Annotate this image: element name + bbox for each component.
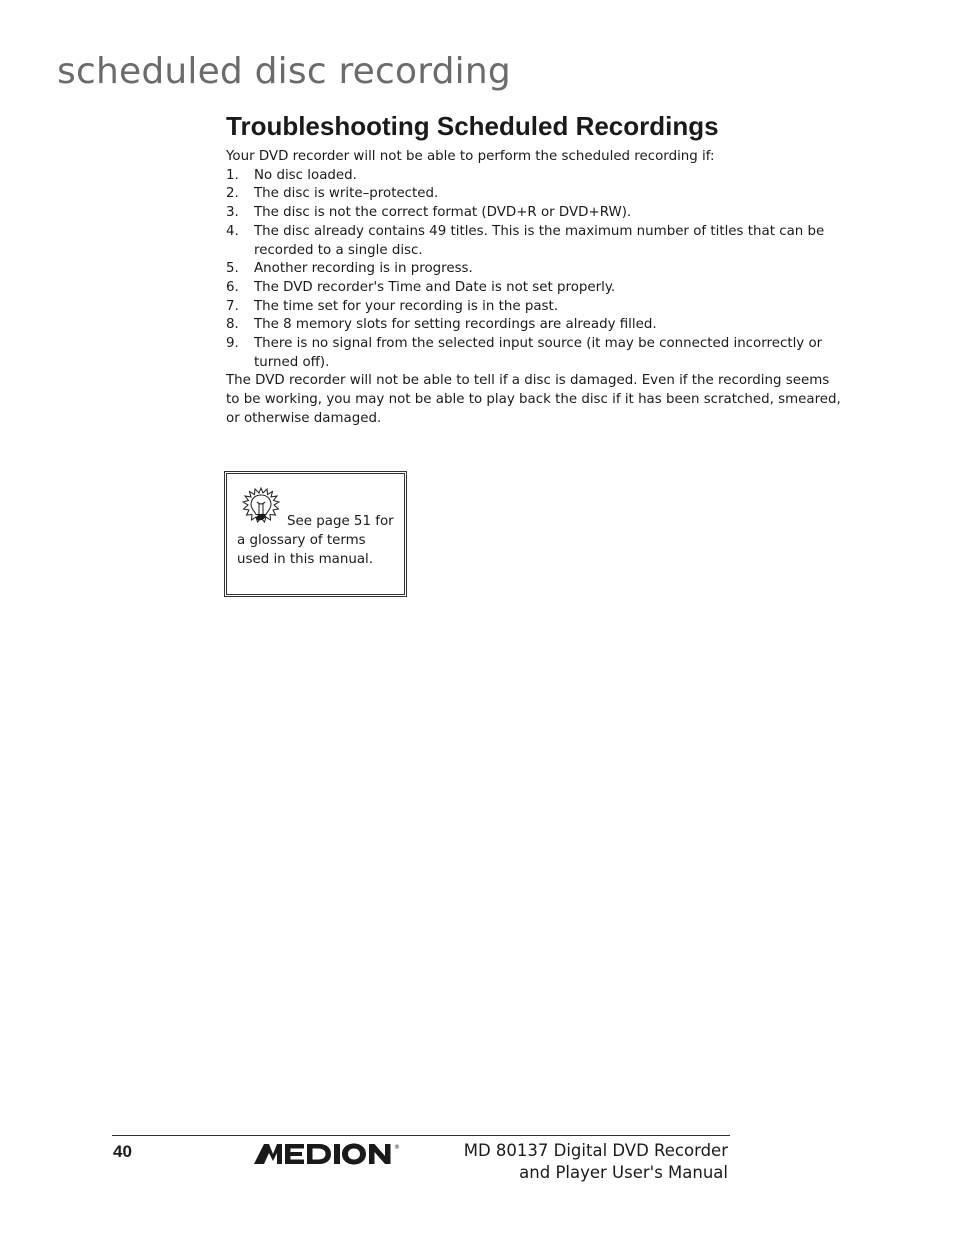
list-item	[226, 335, 846, 372]
list-item-number: 6.	[226, 279, 239, 295]
list-item-number: 4.	[226, 223, 239, 239]
list-item	[226, 204, 846, 223]
list-item-number: 7.	[226, 298, 239, 314]
list-item-text: Another recording is in progress.	[254, 261, 473, 277]
list-item-number: 2.	[226, 186, 239, 202]
manual-title-line-2: and Player User's Manual	[519, 1163, 728, 1182]
list-item-text: The disc is write–protected.	[254, 186, 439, 202]
list-item-text: The 8 memory slots for setting recordings are already filled.	[254, 317, 657, 333]
list-item	[226, 223, 846, 260]
svg-text:®: ®	[394, 1144, 400, 1151]
list-item	[226, 260, 846, 279]
list-item-number: 5.	[226, 261, 239, 277]
list-item	[226, 185, 846, 204]
list-item	[226, 316, 846, 335]
medion-logo	[252, 1140, 418, 1168]
list-item-text: The disc already contains 49 titles. This is the maximum number of titles that can be recorded to a single disc.	[254, 223, 825, 258]
list-item-text: No disc loaded.	[254, 167, 357, 183]
manual-title	[464, 1140, 728, 1184]
tip-box	[224, 471, 407, 597]
chapter-title: scheduled disc recording	[57, 51, 511, 92]
list-item-text: There is no signal from the selected input source (it may be connected incorrectly or turned off).	[254, 336, 823, 370]
intro-paragraph: Your DVD recorder will not be able to perform the scheduled recording if:	[226, 149, 715, 164]
list-item	[226, 167, 846, 186]
list-item-text: The DVD recorder's Time and Date is not set properly.	[254, 279, 616, 295]
list-item	[226, 298, 846, 317]
tip-text: See page 51 for a glossary of terms used in this manual.	[237, 514, 394, 567]
list-item-number: 3.	[226, 205, 239, 221]
troubleshooting-section	[226, 110, 846, 429]
page-number: 40	[113, 1142, 132, 1161]
list-item-text: The disc is not the correct format (DVD+R or DVD+RW).	[254, 205, 632, 221]
list-item-number: 1.	[226, 167, 239, 183]
manual-title-line-1: MD 80137 Digital DVD Recorder	[463, 1141, 728, 1160]
conditions-list	[226, 167, 846, 373]
list-item-text: The time set for your recording is in the past.	[254, 298, 559, 314]
section-heading: Troubleshooting Scheduled Recordings	[226, 111, 719, 141]
footer-divider	[112, 1135, 730, 1136]
list-item	[226, 279, 846, 298]
list-item-number: 8.	[226, 317, 239, 333]
closing-paragraph: The DVD recorder will not be able to tell if a disc is damaged. Even if the recording seems to be working, you may not be able to play back the disc if it has been scratched, smeared, or otherwise damaged.	[226, 373, 841, 426]
list-item-number: 9.	[226, 336, 239, 352]
